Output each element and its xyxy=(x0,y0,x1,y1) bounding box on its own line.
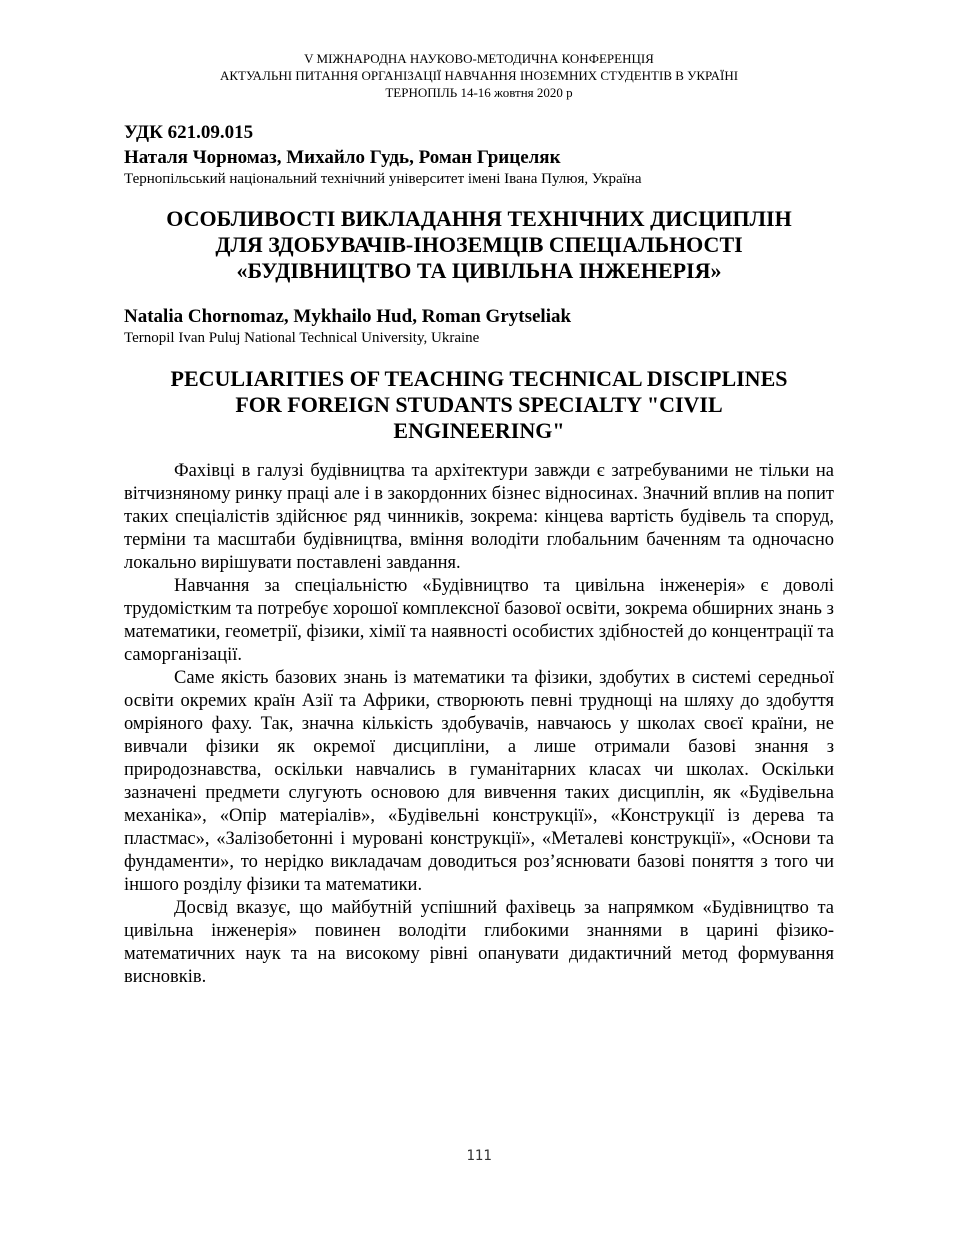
title-ukrainian-line: ОСОБЛИВОСТІ ВИКЛАДАННЯ ТЕХНІЧНИХ ДИСЦИПЛІН xyxy=(166,206,792,231)
page-number: 111 xyxy=(466,1148,492,1164)
title-ukrainian-line: «БУДІВНИЦТВО ТА ЦИВІЛЬНА ІНЖЕНЕРІЯ» xyxy=(236,258,722,283)
title-ukrainian xyxy=(100,206,858,284)
title-ukrainian-line: ДЛЯ ЗДОБУВАЧІВ-ІНОЗЕМЦІВ СПЕЦІАЛЬНОСТІ xyxy=(215,232,743,257)
conference-header xyxy=(0,50,958,101)
affiliation-ukrainian: Тернопільський національний технічний університет імені Івана Пулюя, Україна xyxy=(124,171,642,187)
affiliation-english: Ternopil Ivan Puluj National Technical University, Ukraine xyxy=(124,330,480,346)
udk-code: УДК 621.09.015 xyxy=(124,122,254,143)
paragraph: Навчання за спеціальністю «Будівництво та цивільна інженерія» є доволі трудомістким та потребує хорошої комплексної базової освіти, зокрема обширних знань з математики, геометрії, фізики, хімії та наявності особистих здібностей до концентрації та саморганізації. xyxy=(124,576,834,665)
title-english-line: PECULIARITIES OF TEACHING TECHNICAL DISCIPLINES xyxy=(170,366,788,391)
paragraph: Саме якість базових знань із математики та фізики, здобутих в системі середньої освіти окремих країн Азії та Африки, створюють певні труднощі на шляху до здобуття омріяного фаху. Так, значна кількість здобувачів, навчаюсь у школах своєї країни, не вивчали фізики як окремої дисципліни, а лише отримали базові знання з природознавства, оскільки навчались в гуманітарних класах чи школах. Оскільки зазначені предмети слугують основою для вивчення таких дисциплін, як «Будівельна механіка», «Опір матеріалів», «Будівельні конструкції», «Конструкції із дерева та пластмас», «Залізобетонні і муровані конструкції», «Металеві конструкції», «Основи та фундаменти», то нерідко викладачам доводиться роз’яснювати базові поняття з того чи іншого розділу фізики та математики. xyxy=(124,668,834,895)
authors-english: Natalia Chornomaz, Mykhailo Hud, Roman Grytseliak xyxy=(124,306,572,327)
title-english-line: FOR FOREIGN STUDANTS SPECIALTY "CIVIL xyxy=(235,392,723,417)
conference-date: ТЕРНОПІЛЬ 14-16 жовтня 2020 р xyxy=(385,85,573,100)
paragraph: Фахівці в галузі будівництва та архітектури завжди є затребуваними не тільки на вітчизняному ринку праці але і в закордонних бізнес відносинах. Значний вплив на попит таких спеціалістів здійснює ряд чинників, зокрема: кінцева вартість будівель та споруд, терміни та масштаби будівництва, вміння володіти глобальним баченням та одночасно локально вирішувати поставлені завдання. xyxy=(124,461,834,573)
authors-ukrainian: Наталя Чорномаз, Михайло Гудь, Роман Грицеляк xyxy=(124,147,561,168)
paragraph: Досвід вказує, що майбутній успішний фахівець за напрямком «Будівництво та цивільна інженерія» повинен володіти глибокими знаннями в царині фізико-математичних наук та на високому рівні опанувати дидактичний метод формування висновків. xyxy=(124,898,834,987)
title-english-line: ENGINEERING" xyxy=(393,418,565,443)
body-text xyxy=(124,460,834,989)
conference-title: V МІЖНАРОДНА НАУКОВО-МЕТОДИЧНА КОНФЕРЕНЦІЯ xyxy=(304,51,654,66)
conference-subtitle: АКТУАЛЬНІ ПИТАННЯ ОРГАНІЗАЦІЇ НАВЧАННЯ ІНОЗЕМНИХ СТУДЕНТІВ В УКРАЇНІ xyxy=(219,68,739,83)
title-english xyxy=(100,366,858,444)
